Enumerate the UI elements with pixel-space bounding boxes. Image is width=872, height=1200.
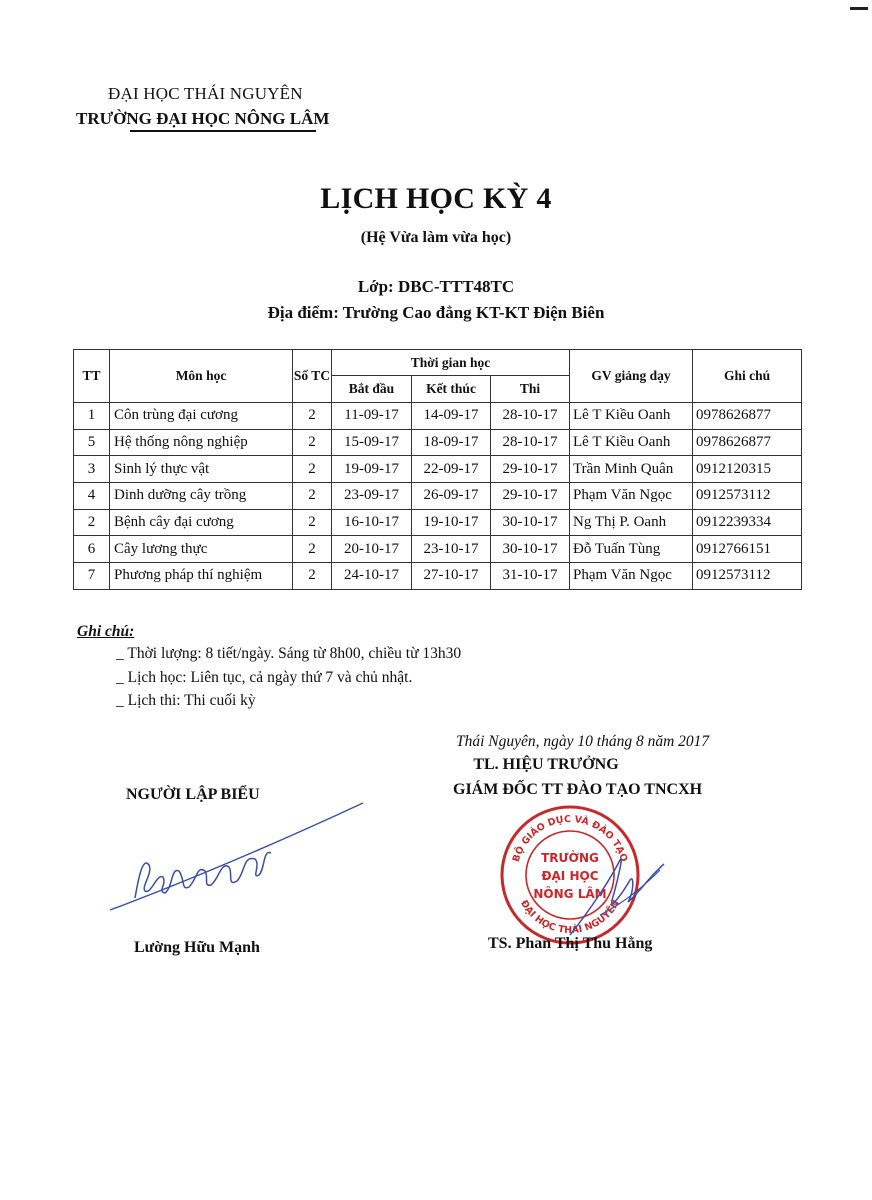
row-exam: 30-10-17 <box>491 536 570 563</box>
row-credits: 2 <box>293 509 332 536</box>
row-note: 0912766151 <box>693 536 802 563</box>
row-tt: 4 <box>74 483 110 510</box>
row-start: 24-10-17 <box>332 563 412 590</box>
header-tt: TT <box>74 350 110 403</box>
row-credits: 2 <box>293 536 332 563</box>
row-credits: 2 <box>293 456 332 483</box>
row-tt: 3 <box>74 456 110 483</box>
row-start: 20-10-17 <box>332 536 412 563</box>
row-teacher: Ng Thị P. Oanh <box>570 509 693 536</box>
row-tt: 1 <box>74 403 110 430</box>
header-credits: Số TC <box>293 350 332 403</box>
row-credits: 2 <box>293 563 332 590</box>
table-row <box>74 429 802 456</box>
row-exam: 30-10-17 <box>491 509 570 536</box>
page-subtitle: (Hệ Vừa làm vừa học) <box>360 229 512 246</box>
row-subject: Bệnh cây đại cương <box>110 509 293 536</box>
row-end: 22-09-17 <box>412 456 491 483</box>
school-name: TRƯỜNG ĐẠI HỌC NÔNG LÂM <box>76 109 330 128</box>
row-teacher: Phạm Văn Ngọc <box>570 563 693 590</box>
row-subject: Sinh lý thực vật <box>110 456 293 483</box>
right-signer-name: TS. Phan Thị Thu Hằng <box>488 935 653 952</box>
row-end: 14-09-17 <box>412 403 491 430</box>
location-line: Địa điểm: Trường Cao đẳng KT-KT Điện Biên <box>267 303 605 322</box>
left-signature <box>105 795 370 920</box>
row-exam: 29-10-17 <box>491 456 570 483</box>
right-signature <box>560 840 670 950</box>
notes-heading: Ghi chú: <box>77 623 135 640</box>
row-credits: 2 <box>293 483 332 510</box>
row-note: 0978626877 <box>693 403 802 430</box>
stamp-center-1: TRƯỜNG <box>541 851 599 865</box>
row-teacher: Lê T Kiều Oanh <box>570 429 693 456</box>
row-subject: Hệ thống nông nghiệp <box>110 429 293 456</box>
right-signer-title-1: TL. HIỆU TRƯỞNG <box>473 756 619 773</box>
stamp-ring-text-bottom: ĐẠI HỌC THÁI NGUYÊN <box>517 898 623 937</box>
row-note: 0912120315 <box>693 456 802 483</box>
row-end: 23-10-17 <box>412 536 491 563</box>
row-tt: 2 <box>74 509 110 536</box>
schedule-table <box>73 349 802 590</box>
header-subject: Môn học <box>110 350 293 403</box>
table-row <box>74 456 802 483</box>
row-subject: Côn trùng đại cương <box>110 403 293 430</box>
row-end: 26-09-17 <box>412 483 491 510</box>
note-item: _ Lịch học: Liên tục, cả ngày thứ 7 và chủ nhật. <box>116 669 413 686</box>
table-row <box>74 563 802 590</box>
header-teacher: GV giảng dạy <box>570 350 693 403</box>
note-item: _ Lịch thi: Thi cuối kỳ <box>116 692 256 709</box>
left-signer-title: NGƯỜI LẬP BIỂU <box>126 786 260 803</box>
corner-mark <box>850 7 868 10</box>
row-credits: 2 <box>293 429 332 456</box>
note-item: _ Thời lượng: 8 tiết/ngày. Sáng từ 8h00, chiều từ 13h30 <box>116 645 462 662</box>
school-underline <box>130 130 316 132</box>
stamp-center-2: ĐẠI HỌC <box>541 869 599 883</box>
row-subject: Dinh dưỡng cây trồng <box>110 483 293 510</box>
stamp-center-3: NÔNG LÂM <box>533 887 607 901</box>
row-note: 0912573112 <box>693 563 802 590</box>
row-subject: Cây lương thực <box>110 536 293 563</box>
row-credits: 2 <box>293 403 332 430</box>
table-row <box>74 536 802 563</box>
row-note: 0912573112 <box>693 483 802 510</box>
row-start: 19-09-17 <box>332 456 412 483</box>
row-exam: 28-10-17 <box>491 403 570 430</box>
row-start: 15-09-17 <box>332 429 412 456</box>
row-teacher: Phạm Văn Ngọc <box>570 483 693 510</box>
row-teacher: Đỗ Tuấn Tùng <box>570 536 693 563</box>
row-note: 0912239334 <box>693 509 802 536</box>
row-exam: 31-10-17 <box>491 563 570 590</box>
row-exam: 29-10-17 <box>491 483 570 510</box>
right-signer-title-2: GIÁM ĐỐC TT ĐÀO TẠO TNCXH <box>453 781 703 798</box>
row-end: 27-10-17 <box>412 563 491 590</box>
header-time-group: Thời gian học <box>332 350 570 376</box>
class-line: Lớp: DBC-TTT48TC <box>357 277 515 296</box>
row-start: 11-09-17 <box>332 403 412 430</box>
header-note: Ghi chú <box>693 350 802 403</box>
table-row <box>74 403 802 430</box>
row-end: 18-09-17 <box>412 429 491 456</box>
row-tt: 7 <box>74 563 110 590</box>
row-end: 19-10-17 <box>412 509 491 536</box>
table-row <box>74 483 802 510</box>
header-end: Kết thúc <box>412 376 491 403</box>
stamp-ring-text: BỘ GIÁO DỤC VÀ ĐÀO TẠO <box>510 813 630 864</box>
row-subject: Phương pháp thí nghiệm <box>110 563 293 590</box>
row-tt: 5 <box>74 429 110 456</box>
row-start: 23-09-17 <box>332 483 412 510</box>
row-exam: 28-10-17 <box>491 429 570 456</box>
row-tt: 6 <box>74 536 110 563</box>
page-title: LỊCH HỌC KỲ 4 <box>320 182 552 215</box>
place-date: Thái Nguyên, ngày 10 tháng 8 năm 2017 <box>456 733 710 750</box>
row-teacher: Lê T Kiều Oanh <box>570 403 693 430</box>
header-exam: Thi <box>491 376 570 403</box>
university-name: ĐẠI HỌC THÁI NGUYÊN <box>108 84 303 103</box>
header-start: Bắt đầu <box>332 376 412 403</box>
row-teacher: Trần Minh Quân <box>570 456 693 483</box>
row-start: 16-10-17 <box>332 509 412 536</box>
row-note: 0978626877 <box>693 429 802 456</box>
table-row <box>74 509 802 536</box>
left-signer-name: Lường Hữu Mạnh <box>134 939 260 956</box>
